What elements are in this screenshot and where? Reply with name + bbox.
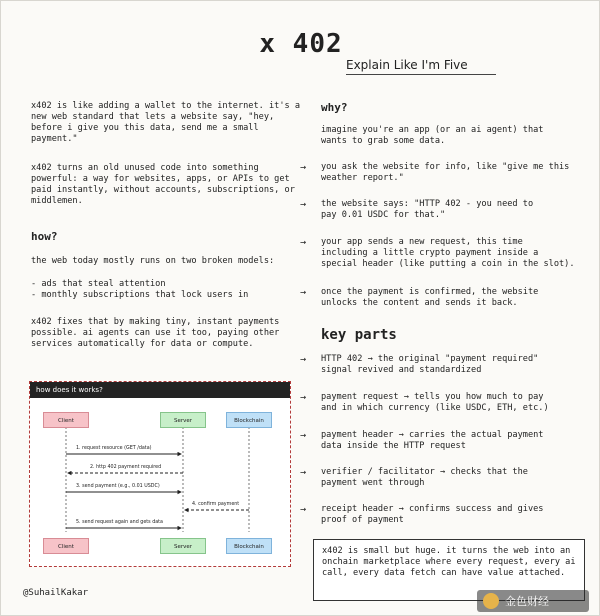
list-item: - monthly subscriptions that lock users in <box>31 290 249 300</box>
page-title: x 402 <box>259 29 343 59</box>
list-item: - ads that steal attention <box>31 279 166 289</box>
arrow-icon: → <box>300 199 307 210</box>
actor-client-top: Client <box>43 412 89 428</box>
why-step-4: once the payment is confirmed, the website unlocks the content and sends it back. <box>321 287 539 308</box>
arrow-icon: → <box>300 430 307 441</box>
actor-client-bottom: Client <box>43 538 89 554</box>
arrow-icon: → <box>300 162 307 173</box>
key-part-4: verifier / facilitator → checks that the payment went through <box>321 467 528 488</box>
sequence-diagram <box>29 381 291 567</box>
msg-label-1: 1. request resource (GET /data) <box>76 446 152 451</box>
arrow-icon: → <box>300 237 307 248</box>
fix-paragraph: x402 fixes that by making tiny, instant payments possible. ai agents can use it too, paying other services automatically for data or compute. <box>31 317 280 349</box>
key-part-5: receipt header → confirms success and gives proof of payment <box>321 504 544 525</box>
msg-label-5: 5. send request again and gets data <box>76 520 163 525</box>
actor-chain-top: Blockchain <box>226 412 272 428</box>
subtitle-underline <box>346 74 496 75</box>
page-subtitle: Explain Like I'm Five <box>346 58 468 72</box>
key-part-3: payment header → carries the actual payment data inside the HTTP request <box>321 430 544 451</box>
actor-chain-bottom: Blockchain <box>226 538 272 554</box>
why-step-1: you ask the website for info, like "give me this weather report." <box>321 162 570 183</box>
how-list <box>31 279 248 301</box>
intro-paragraph-2: x402 turns an old unused code into something powerful: a way for websites, apps, or APIs to get paid instantly, without accounts, subscriptions, or middlemen. <box>31 163 295 206</box>
intro-paragraph-1: x402 is like adding a wallet to the internet. it's a new web standard that lets a website say, "hey, before i give you this data, send me a small payment." <box>31 101 301 144</box>
author-handle: @SuhailKakar <box>23 588 89 598</box>
key-part-2: payment request → tells you how much to pay and in which currency (like USDC, ETH, etc.) <box>321 392 549 413</box>
watermark <box>477 590 589 612</box>
arrow-icon: → <box>300 392 307 403</box>
diagram-heading: how does it works? <box>30 382 290 398</box>
msg-label-2: 2. http 402 payment required <box>90 465 162 470</box>
actor-server-top: Server <box>160 412 206 428</box>
watermark-logo-icon <box>483 593 499 609</box>
arrow-icon: → <box>300 467 307 478</box>
why-step-2: the website says: "HTTP 402 - you need to pay 0.01 USDC for that." <box>321 199 534 220</box>
msg-label-3: 3. send payment (e.g., 0.01 USDC) <box>76 484 160 489</box>
summary-note: x402 is small but huge. it turns the web into an onchain marketplace where every request, every ai call, every data fetch can have value attached. <box>313 539 585 601</box>
actor-server-bottom: Server <box>160 538 206 554</box>
key-part-1: HTTP 402 → the original "payment required" signal revived and standardized <box>321 354 539 375</box>
why-intro: imagine you're an app (or an ai agent) that wants to grab some data. <box>321 125 544 146</box>
why-heading: why? <box>321 101 348 114</box>
arrow-icon: → <box>300 354 307 365</box>
why-step-3: your app sends a new request, this time including a little crypto payment inside a special header (like putting a coin in the slot). <box>321 237 575 269</box>
watermark-text: 金色财经 <box>505 595 549 608</box>
key-parts-heading: key parts <box>321 327 397 343</box>
arrow-icon: → <box>300 504 307 515</box>
arrow-icon: → <box>300 287 307 298</box>
msg-label-4: 4. confirm payment <box>192 502 240 507</box>
how-heading: how? <box>31 230 58 243</box>
how-text: the web today mostly runs on two broken models: <box>31 256 275 266</box>
